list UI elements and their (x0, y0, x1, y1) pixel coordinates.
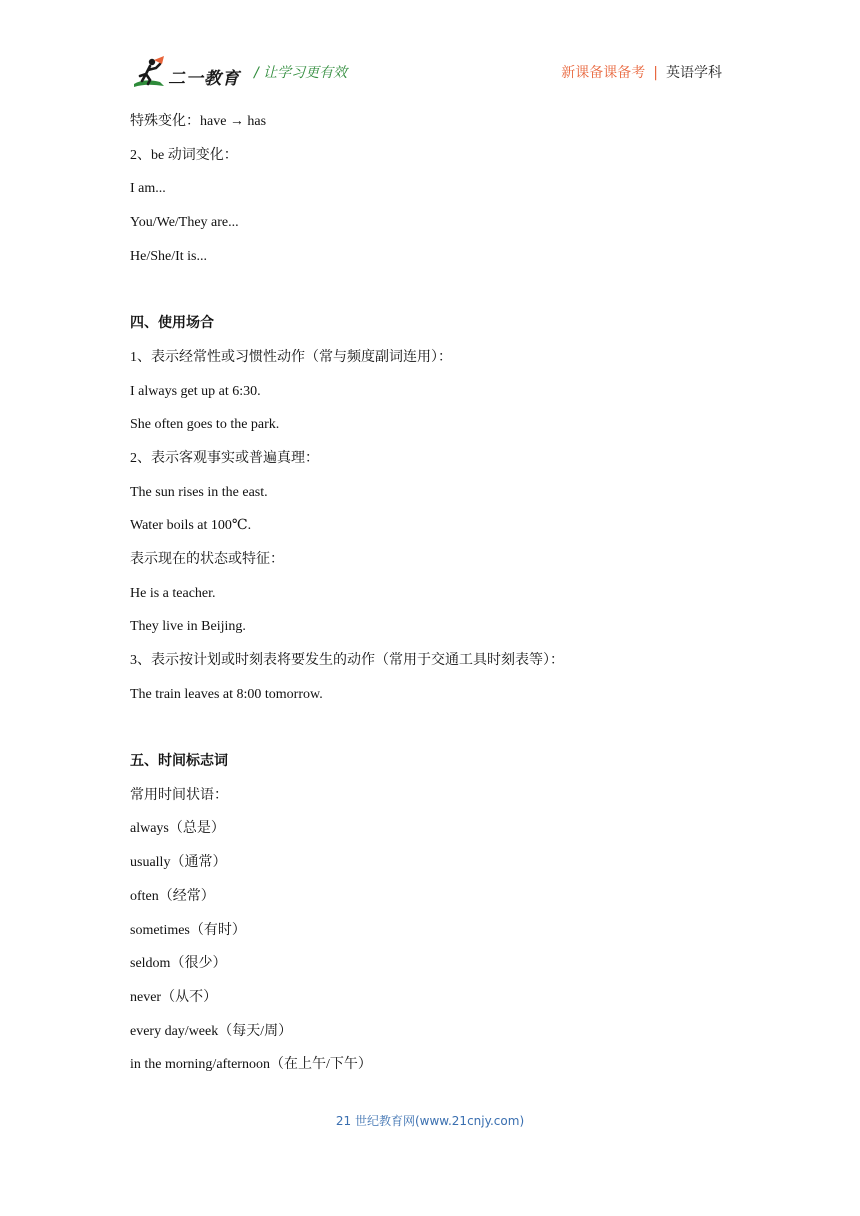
section-heading: 四、使用场合 (130, 315, 214, 332)
text-line: The sun rises in the east. (130, 484, 268, 500)
text-line: always（总是） (130, 821, 225, 837)
text-line: He/She/It is... (130, 248, 207, 264)
running-figure-icon (130, 56, 170, 90)
text-line: The train leaves at 8:00 tomorrow. (130, 686, 323, 702)
text-line: She often goes to the park. (130, 417, 280, 433)
text-line: never（从不） (130, 989, 218, 1005)
text-line: I am... (130, 181, 166, 197)
text-line: 特殊变化：have → has (130, 114, 267, 129)
text-line: He is a teacher. (130, 585, 216, 601)
text-line: They live in Beijing. (130, 619, 246, 635)
blank-line (130, 711, 750, 745)
text-line: I always get up at 6:30. (130, 383, 261, 399)
text-line: 2、be 动词变化： (130, 147, 238, 163)
text-line: Water boils at 100℃. (130, 518, 252, 534)
page-footer: 21 世纪教育网(www.21cnjy.com) (335, 1114, 525, 1128)
section-heading: 五、时间标志词 (130, 753, 228, 770)
text-line: in the morning/afternoon（在上午/下午） (130, 1057, 372, 1073)
logo-text: 二一教育 (168, 69, 240, 89)
text-line: You/We/They are... (130, 215, 239, 231)
text-line: 2、表示客观事实或普遍真理： (130, 450, 319, 466)
header-right (561, 62, 722, 82)
text-line: usually（通常） (130, 855, 227, 871)
text-line: every day/week（每天/周） (130, 1023, 293, 1039)
text-line: seldom（很少） (130, 956, 227, 972)
logo (130, 56, 242, 90)
blank-line (130, 273, 750, 307)
header-slogan: / 让学习更有效 (254, 65, 348, 81)
page-header (130, 56, 730, 92)
header-subject-label: 英语学科 (666, 65, 722, 81)
document-body (130, 105, 750, 1082)
text-line: 表示现在的状态或特征： (130, 551, 284, 567)
text-line: 常用时间状语： (130, 787, 228, 803)
text-line: 1、表示经常性或习惯性动作（常与频度副词连用）： (130, 349, 452, 365)
header-separator: | (653, 65, 658, 81)
header-course-label: 新课备课备考 (561, 65, 646, 81)
text-line: often（经常） (130, 888, 215, 904)
text-line: 3、表示按计划或时刻表将要发生的动作（常用于交通工具时刻表等）： (130, 653, 564, 668)
text-line: sometimes（有时） (130, 922, 246, 938)
